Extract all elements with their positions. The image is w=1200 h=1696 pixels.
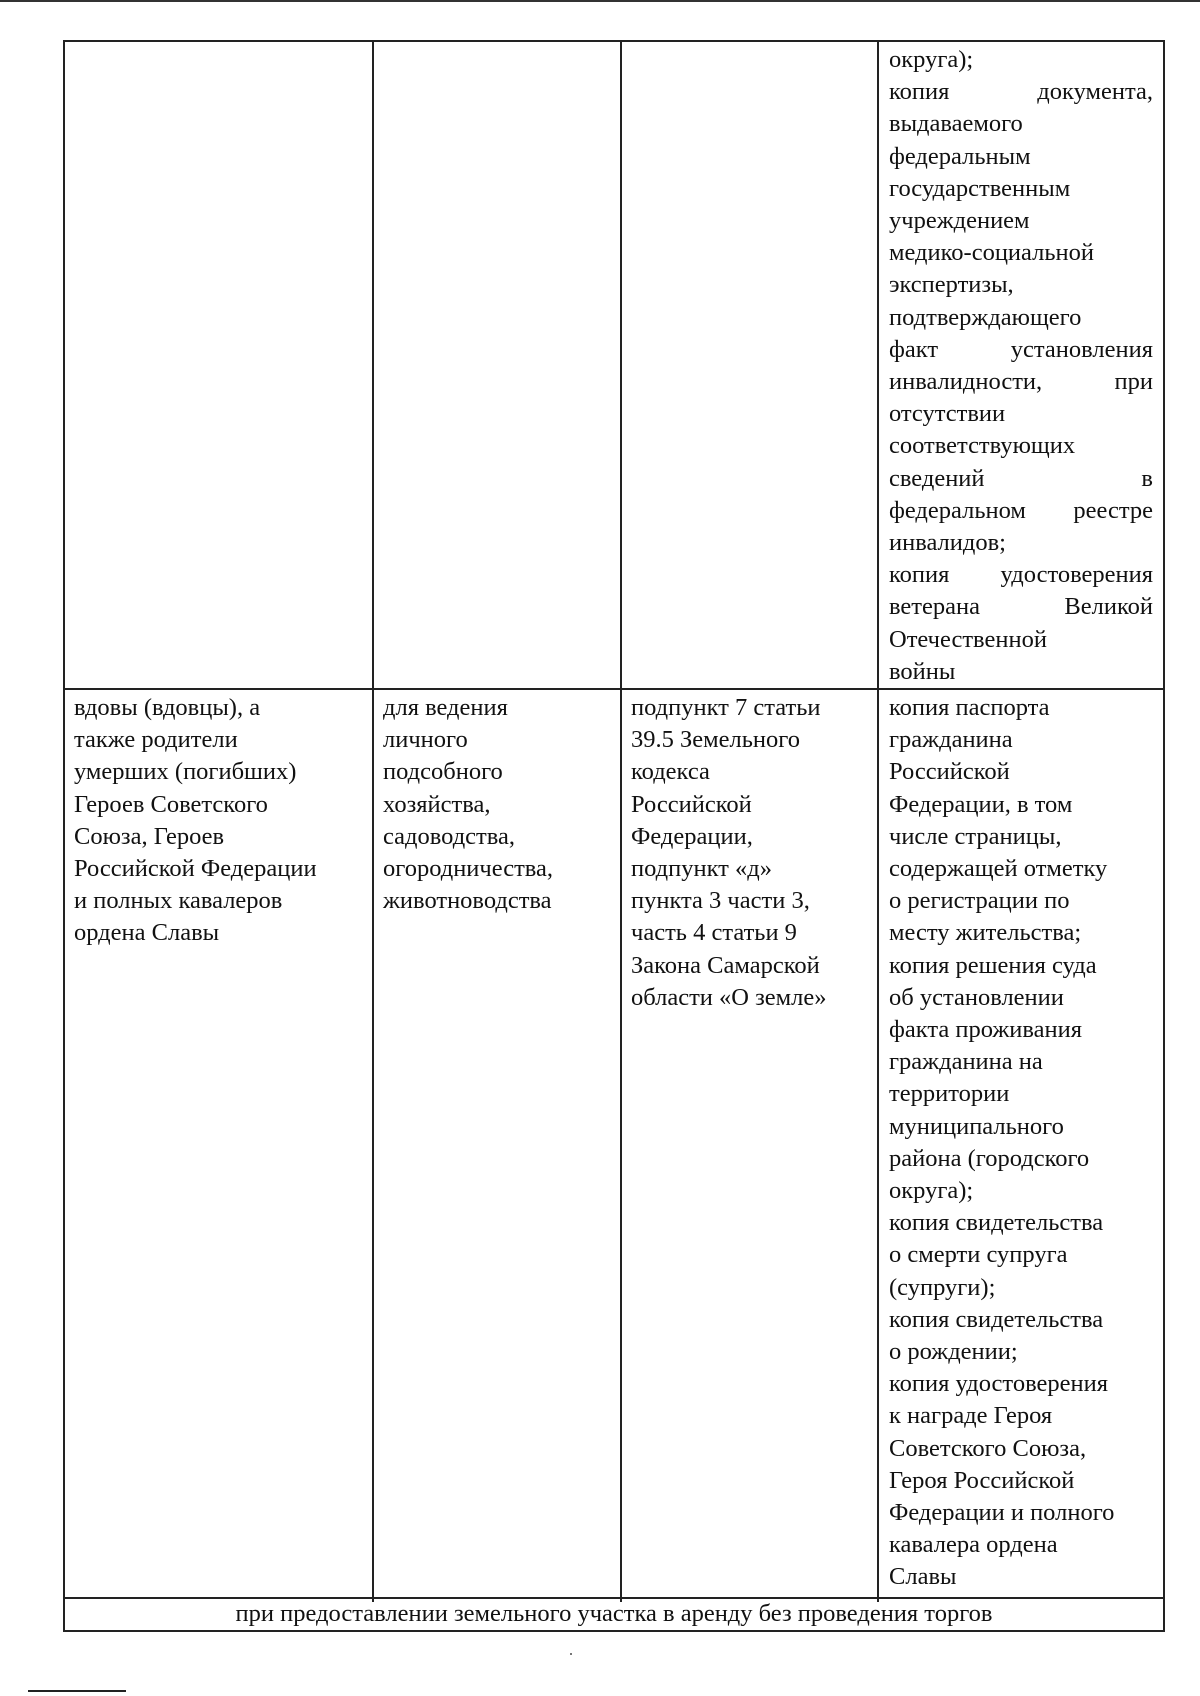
row1-col4-line: подтверждающего [889, 303, 1082, 331]
row1-col4-line: сведений в [889, 464, 1153, 492]
row1-col4-line: ветерана Великой [889, 593, 1153, 621]
footnote-separator [28, 1690, 126, 1692]
row1-col4-line: инвалидов; [889, 529, 1006, 557]
row1-col4-line: факт установления [889, 335, 1153, 363]
row-divider-1 [63, 688, 1165, 690]
row-divider-2 [63, 1597, 1165, 1599]
row1-col4-line: государственным [889, 174, 1071, 202]
row1-col4-line: войны [889, 657, 956, 685]
row1-col4-line: инвалидности, при [889, 368, 1153, 396]
row1-col4-line: федеральном реестре [889, 496, 1153, 524]
row2-col1-applicant-category: вдовы (вдовцы), а также родители умерших (погибших) Героев Советского Союза, Героев Российской Федерации и полных кавалеров ордена Славы [74, 694, 317, 947]
row1-col4-line: экспертизы, [889, 271, 1014, 299]
row1-col4-line: отсутствии [889, 400, 1006, 428]
row2-col4-required-documents: копия паспорта гражданина Российской Федерации, в том числе страницы, содержащей отметку о регистрации по месту жительства; копия решения суда об установлении факта проживания гражданина на территории муниципального района (городского округа); копия свидетельства о смерти супруга (супруги); копия свидетельства о рождении; копия удостоверения к награде Героя Советского Союза, Героя Российской Федерации и полного кавалера ордена Славы [889, 694, 1115, 1591]
row1-col4-line: округа); [889, 46, 974, 73]
row1-col4-documents [889, 44, 1153, 688]
row1-col4-line: соответствующих [889, 432, 1076, 460]
row1-col4-line: копия удостоверения [889, 561, 1153, 589]
row1-col4-line: выдаваемого [889, 110, 1023, 138]
table-footer-row: при предоставлении земельного участка в аренду без проведения торгов [235, 1600, 993, 1627]
row2-col3-legal-basis: подпункт 7 статьи 39.5 Земельного кодекса Российской Федерации, подпункт «д» пункта 3 части 3, часть 4 статьи 9 Закона Самарской области «О земле» [631, 694, 827, 1011]
column-divider-1 [372, 40, 374, 1602]
row1-col4-line: Отечественной [889, 625, 1047, 653]
row1-col4-line: федеральным [889, 142, 1031, 170]
column-divider-3 [877, 40, 879, 1602]
page-top-rule [0, 0, 1200, 2]
row1-col4-line: учреждением [889, 207, 1030, 235]
column-divider-2 [620, 40, 622, 1602]
row1-col4-line: медико-социальной [889, 239, 1095, 267]
scan-speck [570, 1653, 572, 1655]
row1-col4-line: копия документа, [889, 78, 1153, 106]
row2-col2-land-use-purpose: для ведения личного подсобного хозяйства, садоводства, огородничества, животноводства [383, 694, 554, 915]
